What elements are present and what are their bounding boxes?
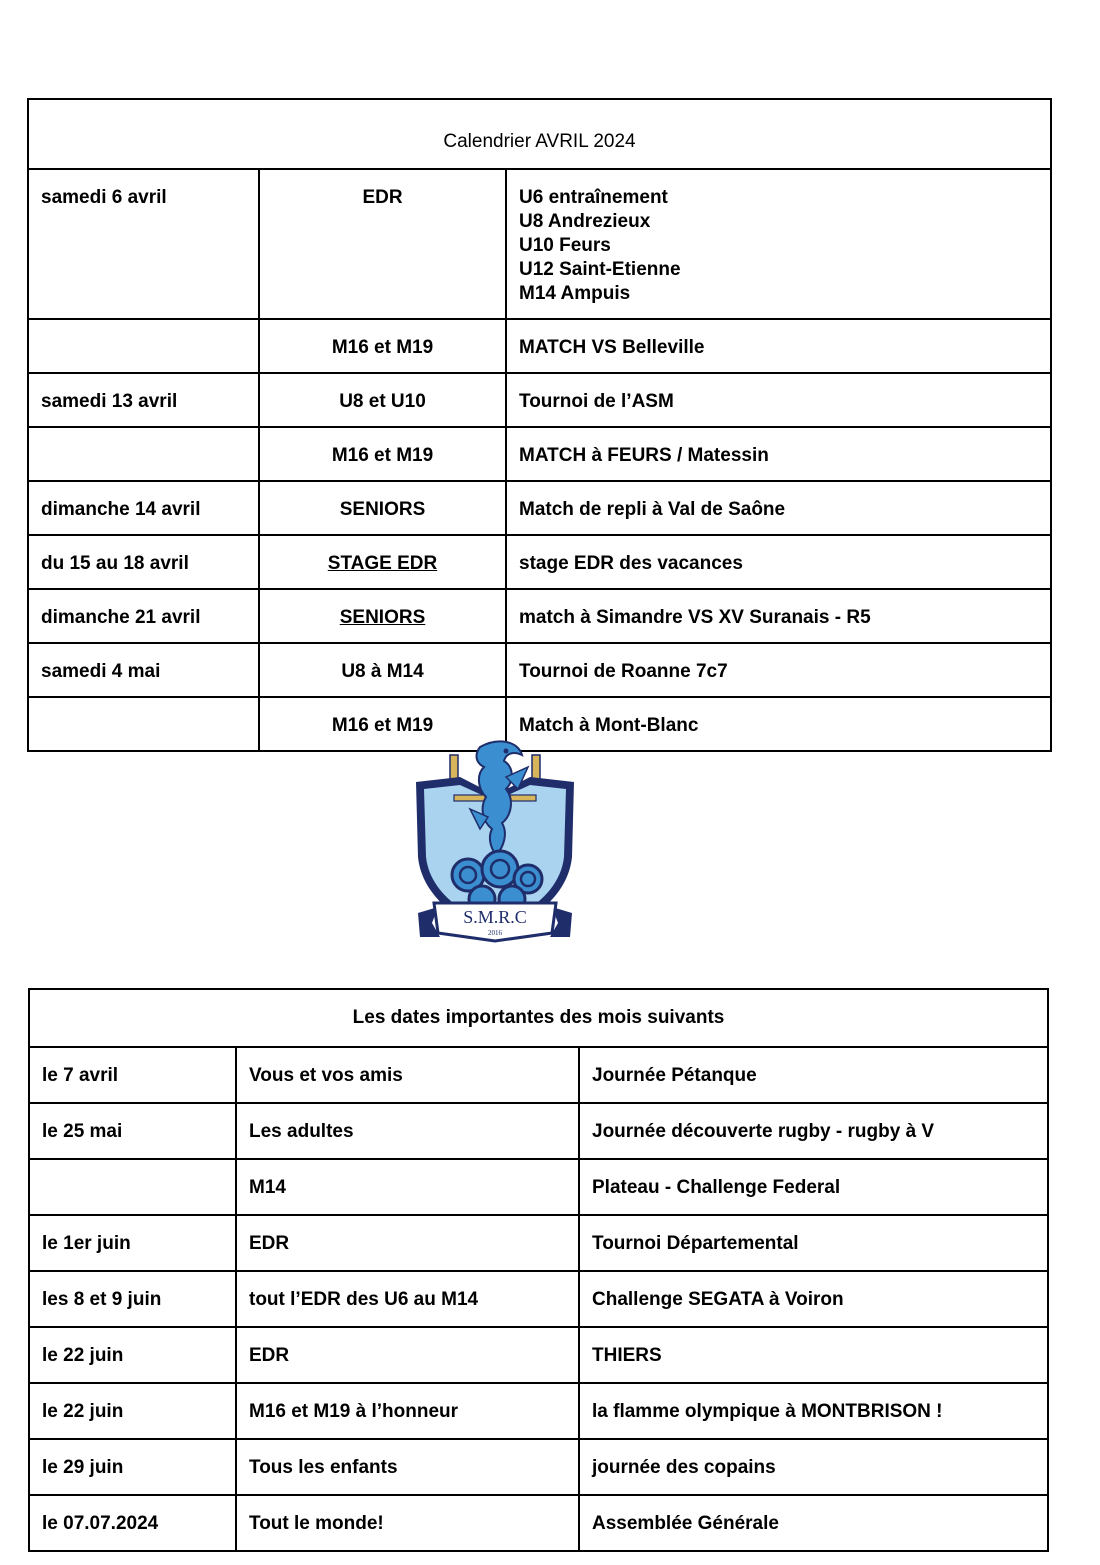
table-row bbox=[29, 1439, 1048, 1495]
row-what: THIERS bbox=[579, 1327, 1048, 1383]
table-row bbox=[29, 1495, 1048, 1551]
row-who: Tout le monde! bbox=[236, 1495, 579, 1551]
row-what: Plateau - Challenge Federal bbox=[579, 1159, 1048, 1215]
row-who: EDR bbox=[236, 1327, 579, 1383]
row-who: Les adultes bbox=[236, 1103, 579, 1159]
calendar-event: Match de repli à Val de Saône bbox=[506, 481, 1051, 535]
calendar-date bbox=[28, 427, 259, 481]
row-what: Challenge SEGATA à Voiron bbox=[579, 1271, 1048, 1327]
calendar-date bbox=[28, 319, 259, 373]
calendar-event: Match à Mont-Blanc bbox=[506, 697, 1051, 751]
logo-initials: S.M.R.C bbox=[463, 907, 527, 927]
calendar-event-line: U12 Saint-Etienne bbox=[519, 259, 681, 280]
calendar-event: Tournoi de Roanne 7c7 bbox=[506, 643, 1051, 697]
calendar-group: SENIORS bbox=[259, 481, 506, 535]
row-what: journée des copains bbox=[579, 1439, 1048, 1495]
calendar-event: Tournoi de l’ASM bbox=[506, 373, 1051, 427]
row-who: EDR bbox=[236, 1215, 579, 1271]
calendar-event-line: M14 Ampuis bbox=[519, 283, 631, 304]
row-date: le 29 juin bbox=[29, 1439, 236, 1495]
calendar-row bbox=[28, 589, 1051, 643]
calendar-group: M16 et M19 bbox=[259, 697, 506, 751]
row-date: les 8 et 9 juin bbox=[29, 1271, 236, 1327]
calendar-row bbox=[28, 373, 1051, 427]
calendar-date: du 15 au 18 avril bbox=[28, 535, 259, 589]
important-dates-title: Les dates importantes des mois suivants bbox=[29, 989, 1048, 1047]
row-what: la flamme olympique à MONTBRISON ! bbox=[579, 1383, 1048, 1439]
calendar-group: U8 à M14 bbox=[259, 643, 506, 697]
calendar-group-link[interactable]: SENIORS bbox=[339, 607, 426, 628]
calendar-date: samedi 6 avril bbox=[28, 169, 259, 319]
table-row bbox=[29, 1103, 1048, 1159]
table-row bbox=[29, 1215, 1048, 1271]
calendar-group: EDR bbox=[259, 169, 506, 319]
table-row bbox=[29, 1159, 1048, 1215]
row-what: Tournoi Départemental bbox=[579, 1215, 1048, 1271]
table-row bbox=[29, 1047, 1048, 1103]
row-who: Vous et vos amis bbox=[236, 1047, 579, 1103]
row-date: le 1er juin bbox=[29, 1215, 236, 1271]
calendar-event-line: U10 Feurs bbox=[519, 235, 611, 256]
important-dates-table bbox=[28, 988, 1049, 1552]
row-who: M16 et M19 à l’honneur bbox=[236, 1383, 579, 1439]
row-who: M14 bbox=[236, 1159, 579, 1215]
calendar-row bbox=[28, 427, 1051, 481]
calendar-events bbox=[506, 169, 1051, 319]
calendar-date: dimanche 21 avril bbox=[28, 589, 259, 643]
calendar-event: match à Simandre VS XV Suranais - R5 bbox=[506, 589, 1051, 643]
calendar-event: stage EDR des vacances bbox=[506, 535, 1051, 589]
calendar-date: dimanche 14 avril bbox=[28, 481, 259, 535]
club-logo bbox=[410, 737, 580, 953]
calendar-group: M16 et M19 bbox=[259, 319, 506, 373]
row-date: le 22 juin bbox=[29, 1383, 236, 1439]
table-row bbox=[29, 1383, 1048, 1439]
table-row bbox=[29, 1271, 1048, 1327]
calendar-title: Calendrier AVRIL 2024 bbox=[28, 99, 1051, 169]
calendar-row bbox=[28, 319, 1051, 373]
calendar-event: MATCH VS Belleville bbox=[506, 319, 1051, 373]
calendar-date: samedi 4 mai bbox=[28, 643, 259, 697]
calendar-group-link[interactable]: STAGE EDR bbox=[327, 553, 438, 574]
calendar-row bbox=[28, 481, 1051, 535]
row-date: le 25 mai bbox=[29, 1103, 236, 1159]
row-who: Tous les enfants bbox=[236, 1439, 579, 1495]
calendar-row bbox=[28, 643, 1051, 697]
row-what: Assemblée Générale bbox=[579, 1495, 1048, 1551]
calendar-event-line: U8 Andrezieux bbox=[519, 211, 651, 232]
calendar-group: M16 et M19 bbox=[259, 427, 506, 481]
row-what: Journée découverte rugby - rugby à V bbox=[579, 1103, 1048, 1159]
row-what: Journée Pétanque bbox=[579, 1047, 1048, 1103]
calendar-table bbox=[27, 98, 1052, 752]
calendar-date: samedi 13 avril bbox=[28, 373, 259, 427]
row-who: tout l’EDR des U6 au M14 bbox=[236, 1271, 579, 1327]
table-row bbox=[29, 1327, 1048, 1383]
calendar-event: MATCH à FEURS / Matessin bbox=[506, 427, 1051, 481]
calendar-row bbox=[28, 169, 1051, 319]
calendar-group: U8 et U10 bbox=[259, 373, 506, 427]
logo-year: 2016 bbox=[488, 929, 502, 937]
calendar-event-line: U6 entraînement bbox=[519, 187, 668, 208]
row-date bbox=[29, 1159, 236, 1215]
row-date: le 22 juin bbox=[29, 1327, 236, 1383]
calendar-row bbox=[28, 535, 1051, 589]
calendar-date bbox=[28, 697, 259, 751]
row-date: le 07.07.2024 bbox=[29, 1495, 236, 1551]
row-date: le 7 avril bbox=[29, 1047, 236, 1103]
